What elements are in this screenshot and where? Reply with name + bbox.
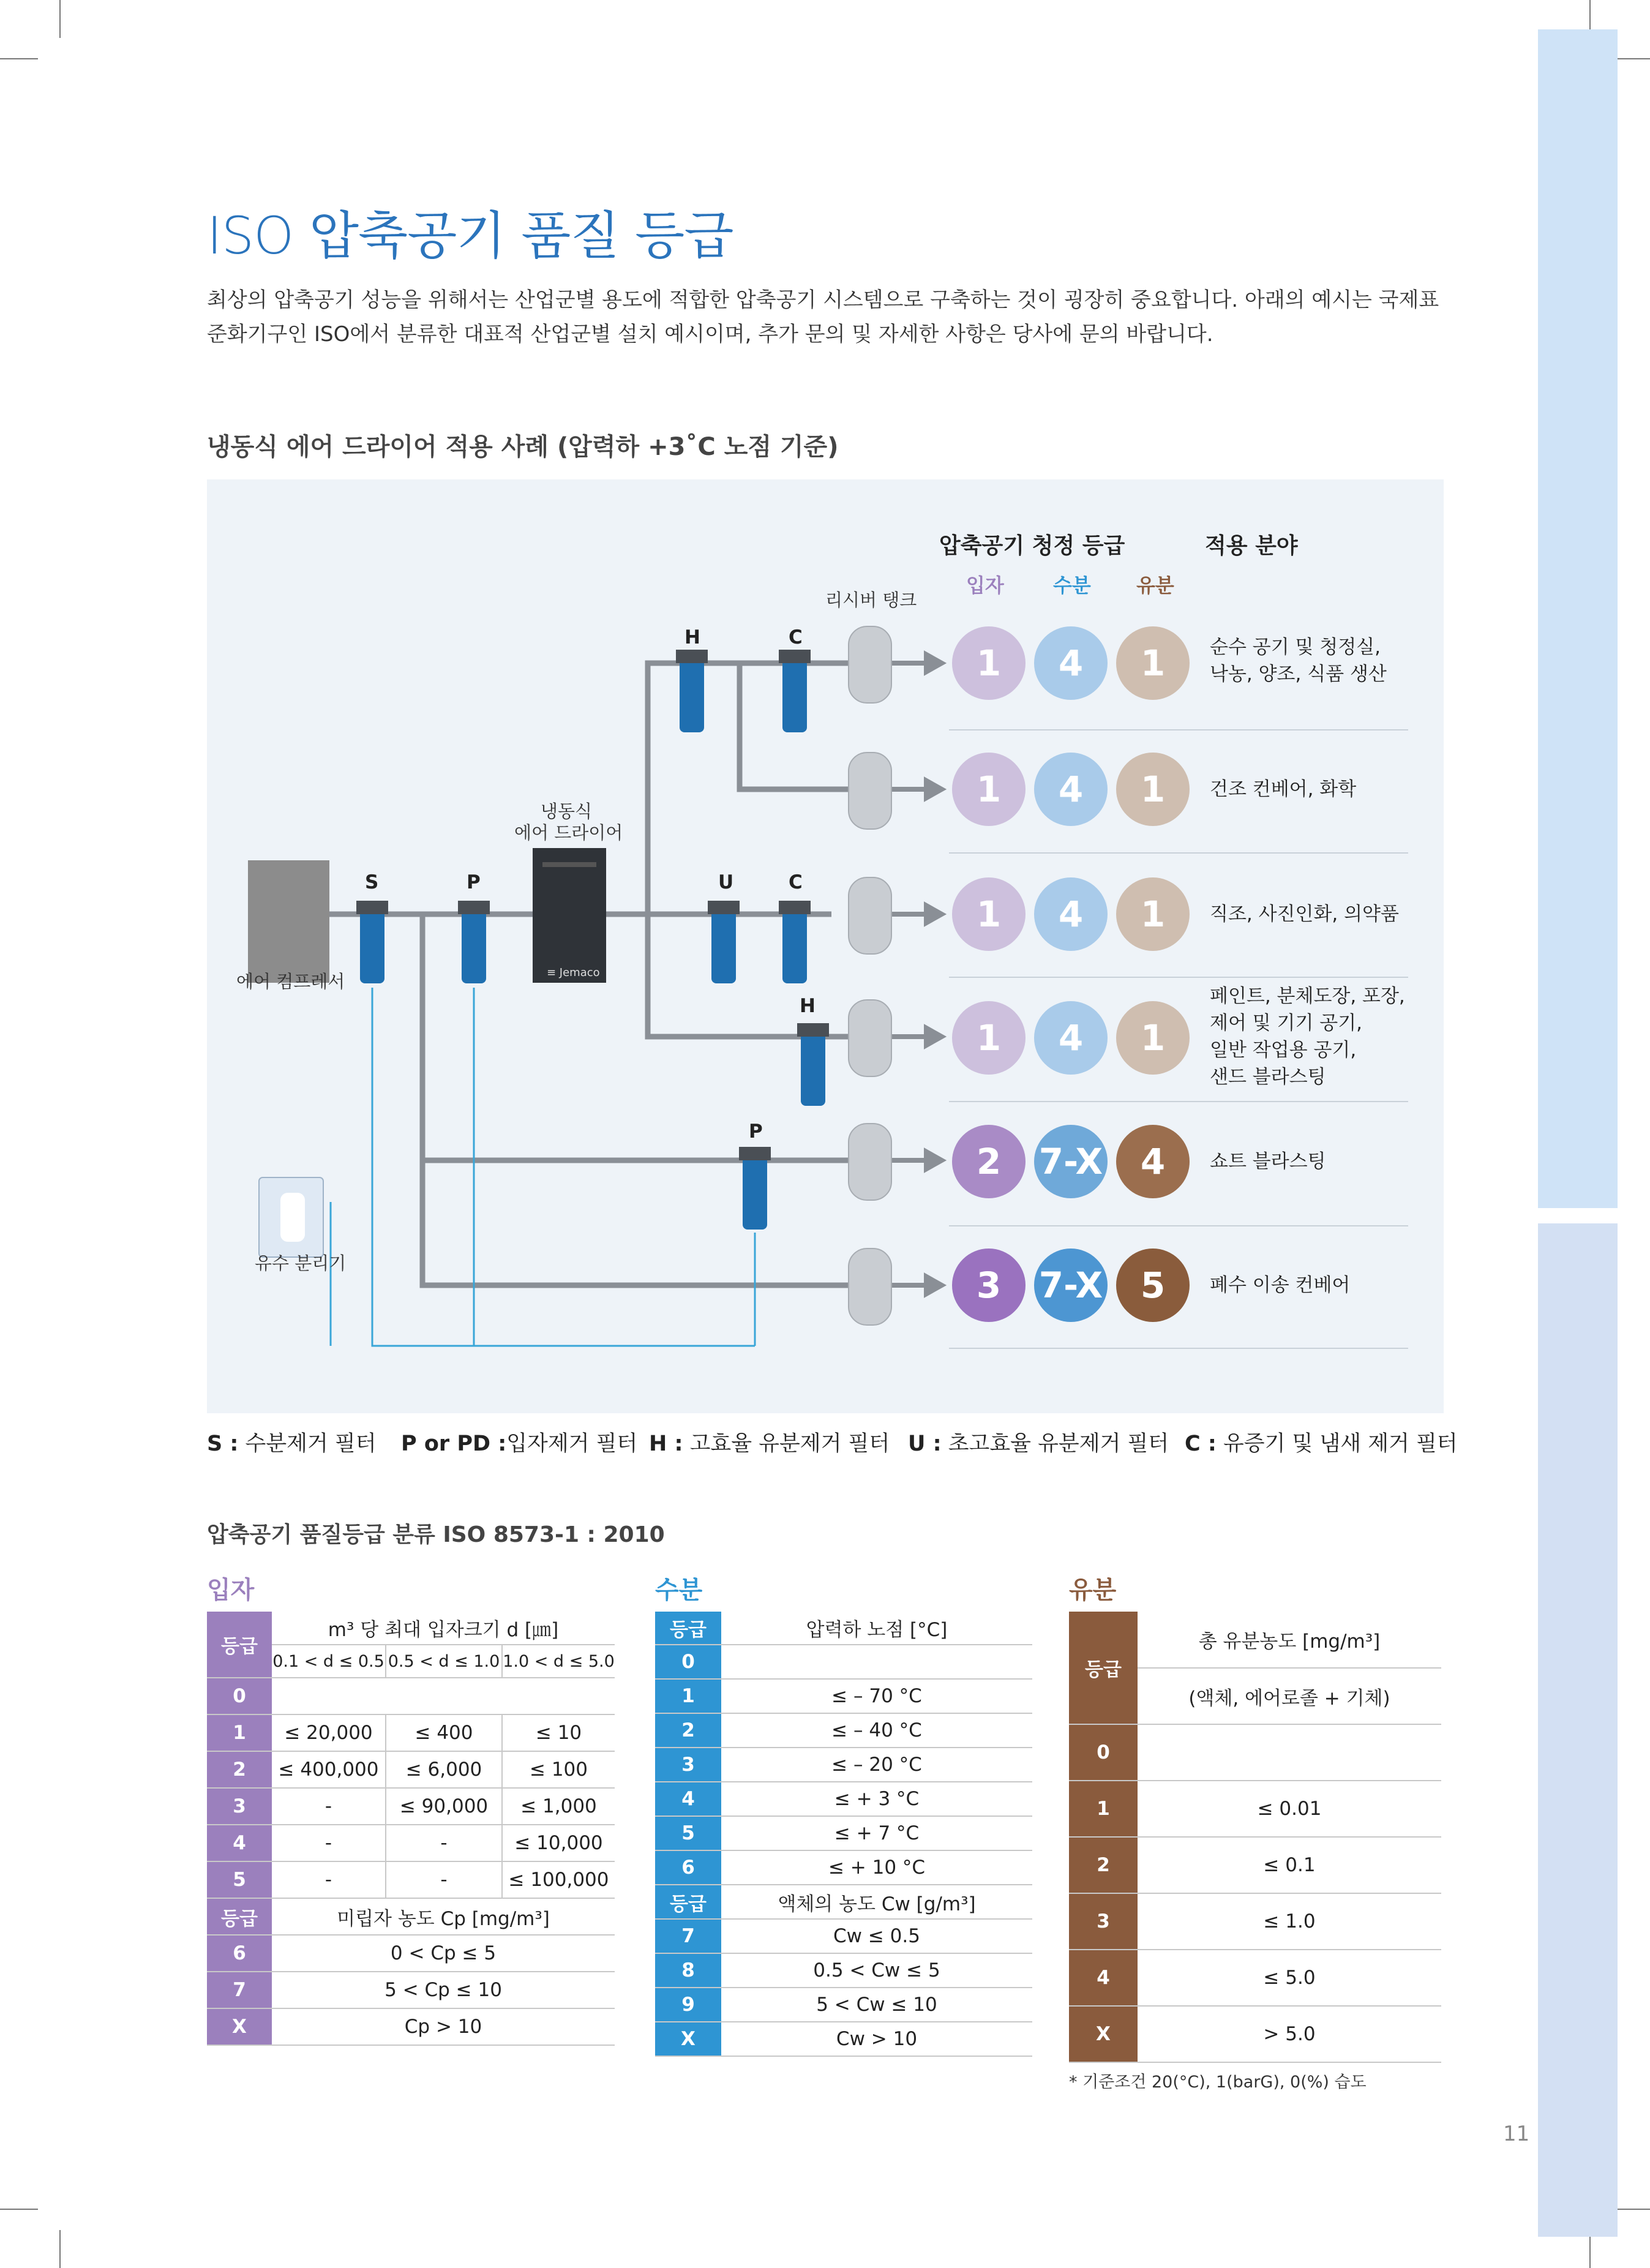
header-grade: 압축공기 청정 등급	[939, 533, 1125, 558]
grade-water: 7-X	[1034, 1125, 1108, 1198]
tank-arrows	[891, 655, 942, 1294]
grade-cell: 1	[655, 1679, 721, 1713]
application-text: 순수 공기 및 청정실, 낙농, 양조, 식품 생산	[1210, 636, 1387, 685]
grade-cell: 0	[655, 1645, 721, 1679]
legend-c: C : 유증기 및 냄새 제거 필터	[1185, 1432, 1458, 1456]
value-cell: ≤ 10	[502, 1714, 615, 1751]
dryer-unit	[533, 848, 606, 983]
filter-letter-p: P	[749, 1121, 763, 1143]
grade-cell: 4	[207, 1825, 272, 1861]
filter-letter-c: C	[789, 871, 803, 893]
value-cell	[272, 1678, 386, 1714]
value-cell: Cw ≤ 0.5	[721, 1919, 1032, 1953]
crop-mark	[0, 58, 38, 59]
oil-concentration-header: 총 유분농도 [mg/m³]	[1138, 1612, 1441, 1668]
value-cell: 5 < Cw ≤ 10	[721, 1988, 1032, 2022]
grade-water: 4	[1034, 1001, 1108, 1075]
dryer-label-1: 냉동식	[541, 801, 593, 822]
intro-paragraph: 최상의 압축공기 성능을 위해서는 산업군별 용도에 적합한 압축공기 시스템으로 구축하는 것이 굉장히 중요합니다. 아래의 예시는 국제표준화기구인 ISO에서 분류한 대표적 산업군별 설치 예시이며, 추가 문의 및 자세한 사항은 당사에 문의 바랍니다.	[207, 288, 1439, 347]
grade-cell: 7	[207, 1972, 272, 2008]
row-divider	[949, 852, 1408, 854]
header-field: 적용 분야	[1205, 533, 1298, 558]
grade-header: 등급	[655, 1612, 721, 1645]
value-cell: ≤ – 70 °C	[721, 1679, 1032, 1713]
application-text: 폐수 이송 컨베어	[1210, 1274, 1351, 1296]
grade-cell: 0	[1069, 1724, 1138, 1781]
value-cell: ≤ 6,000	[386, 1751, 502, 1788]
filter-letter-h: H	[684, 626, 700, 648]
value-cell: > 5.0	[1138, 2006, 1441, 2062]
grade-cell: 5	[655, 1816, 721, 1850]
value-cell	[502, 1678, 615, 1714]
value-cell	[721, 1645, 1032, 1679]
filter-p-low	[739, 1147, 771, 1230]
grade-cell: 0	[207, 1678, 272, 1714]
side-color-band	[1538, 1223, 1618, 2237]
grade-particle: 1	[952, 626, 1026, 700]
value-cell: ≤ – 20 °C	[721, 1748, 1032, 1782]
value-cell: ≤ + 10 °C	[721, 1850, 1032, 1885]
value-cell: ≤ 90,000	[386, 1788, 502, 1825]
filter-c-top	[779, 650, 811, 732]
size-range: 0.5 < d ≤ 1.0	[386, 1645, 502, 1678]
value-cell: -	[272, 1861, 386, 1898]
grade-water: 4	[1034, 626, 1108, 700]
crop-mark	[1612, 58, 1650, 59]
filter-u	[708, 901, 740, 983]
row-divider	[949, 977, 1408, 978]
value-cell: ≤ 100,000	[502, 1861, 615, 1898]
page-title: ISO 압축공기 품질 등급	[207, 206, 733, 266]
value-cell: 0.5 < Cw ≤ 5	[721, 1953, 1032, 1988]
water-table	[655, 1612, 1032, 2057]
dryer-label-2: 에어 드라이어	[514, 822, 623, 843]
oil-concentration-subheader: (액체, 에어로졸 + 기체)	[1138, 1668, 1441, 1724]
legend-u: U : 초고효율 유분제거 필터	[908, 1432, 1169, 1456]
page-number: 11	[1503, 2122, 1530, 2146]
grade-cell: X	[1069, 2006, 1138, 2062]
value-cell: ≤ 5.0	[1138, 1950, 1441, 2006]
value-cell: ≤ + 3 °C	[721, 1782, 1032, 1816]
grade-oil: 1	[1116, 626, 1190, 700]
grade-cell: 9	[655, 1988, 721, 2022]
grade-cell: 4	[1069, 1950, 1138, 2006]
crop-mark	[1612, 2209, 1650, 2210]
grade-cell: 5	[207, 1861, 272, 1898]
row-divider	[949, 729, 1408, 730]
grade-cell: 3	[207, 1788, 272, 1825]
value-cell: -	[386, 1825, 502, 1861]
value-cell: ≤ 0.1	[1138, 1837, 1441, 1893]
filter-letter-u: U	[718, 871, 734, 893]
value-cell: ≤ 10,000	[502, 1825, 615, 1861]
grade-water: 7-X	[1034, 1249, 1108, 1322]
value-cell: ≤ 400,000	[272, 1751, 386, 1788]
compressor-box	[248, 860, 329, 983]
filter-h-low	[797, 1023, 829, 1106]
filter-letter-p: P	[467, 871, 481, 893]
filter-c-mid	[779, 901, 811, 983]
size-range: 0.1 < d ≤ 0.5	[272, 1645, 386, 1678]
grade-particle: 1	[952, 877, 1026, 951]
value-cell: ≤ 100	[502, 1751, 615, 1788]
value-cell: ≤ + 7 °C	[721, 1816, 1032, 1850]
filter-h-top	[676, 650, 708, 732]
classification-title: 압축공기 품질등급 분류 ISO 8573-1 : 2010	[207, 1522, 665, 1547]
grade-cell: 6	[655, 1850, 721, 1885]
application-text: 건조 컨베어, 화학	[1210, 778, 1357, 800]
receiver-tanks	[849, 626, 891, 1325]
grade-header: 등급	[655, 1885, 721, 1919]
col-oil: 유분	[1136, 574, 1174, 597]
side-color-band	[1538, 29, 1618, 1208]
value-cell: Cp > 10	[272, 2008, 615, 2045]
particle-table	[207, 1612, 615, 2046]
value-cell: 0 < Cp ≤ 5	[272, 1935, 615, 1972]
grade-cell: X	[207, 2008, 272, 2045]
grade-cell: 2	[655, 1713, 721, 1748]
grade-oil: 1	[1116, 753, 1190, 826]
filter-letter-s: S	[365, 871, 379, 893]
grade-particle: 3	[952, 1249, 1026, 1322]
grade-particle: 1	[952, 1001, 1026, 1075]
value-cell	[1138, 1724, 1441, 1781]
grade-cell: 7	[655, 1919, 721, 1953]
grade-cell: 4	[655, 1782, 721, 1816]
grade-header: 등급	[1069, 1612, 1138, 1724]
system-diagram	[207, 479, 1444, 1413]
grade-cell: 1	[1069, 1781, 1138, 1837]
value-cell: ≤ 1.0	[1138, 1893, 1441, 1950]
grade-oil: 1	[1116, 1001, 1190, 1075]
concentration-header: 미립자 농도 Cp [mg/m³]	[272, 1898, 615, 1935]
grade-oil: 4	[1116, 1125, 1190, 1198]
application-text: 페인트, 분체도장, 포장, 제어 및 기기 공기, 일반 작업용 공기, 샌드 블라스팅	[1210, 985, 1405, 1088]
row-divider	[949, 1348, 1408, 1349]
water-table-title: 수분	[655, 1576, 703, 1604]
filter-letter-h: H	[800, 995, 816, 1017]
value-cell: ≤ – 40 °C	[721, 1713, 1032, 1748]
grade-particle: 2	[952, 1125, 1026, 1198]
oil-table	[1069, 1612, 1441, 2063]
drain-lines	[331, 988, 755, 1346]
value-cell: Cw > 10	[721, 2022, 1032, 2056]
size-range: 1.0 < d ≤ 5.0	[502, 1645, 615, 1678]
col-water: 수분	[1053, 574, 1091, 597]
dryer-brand: ≡ Jemaco	[547, 966, 600, 979]
grade-cell: 3	[1069, 1893, 1138, 1950]
compressor-label: 에어 컴프레서	[236, 971, 345, 992]
value-cell: 5 < Cp ≤ 10	[272, 1972, 615, 2008]
grade-cell: 8	[655, 1953, 721, 1988]
legend-p: P or PD :입자제거 필터	[401, 1432, 638, 1456]
application-text: 직조, 사진인화, 의약품	[1210, 903, 1399, 925]
value-cell: ≤ 0.01	[1138, 1781, 1441, 1837]
col-particle: 입자	[966, 574, 1004, 597]
filter-letter-c: C	[789, 626, 803, 648]
row-divider	[949, 1225, 1408, 1226]
oil-table-title: 유분	[1069, 1576, 1117, 1604]
separator-label: 유수 분리기	[255, 1253, 347, 1274]
grade-header: 등급	[207, 1898, 272, 1935]
filter-s	[356, 901, 388, 983]
grade-water: 4	[1034, 753, 1108, 826]
receiver-tank-label: 리시버 탱크	[825, 590, 917, 610]
particle-size-header: m³ 당 최대 입자크기 d [㎛]	[272, 1612, 615, 1645]
value-cell	[386, 1678, 502, 1714]
value-cell: ≤ 20,000	[272, 1714, 386, 1751]
dew-point-header: 압력하 노점 [°C]	[721, 1612, 1032, 1645]
value-cell: -	[272, 1825, 386, 1861]
value-cell: ≤ 400	[386, 1714, 502, 1751]
footnote: * 기준조건 20(°C), 1(barG), 0(%) 습도	[1069, 2073, 1367, 2092]
grade-cell: 2	[207, 1751, 272, 1788]
application-text: 쇼트 블라스팅	[1210, 1151, 1326, 1173]
liquid-concentration-header: 액체의 농도 Cw [g/m³]	[721, 1885, 1032, 1919]
crop-mark	[59, 0, 61, 38]
grade-oil: 5	[1116, 1249, 1190, 1322]
grade-header: 등급	[207, 1612, 272, 1678]
value-cell: -	[272, 1788, 386, 1825]
legend-h: H : 고효율 유분제거 필터	[649, 1432, 890, 1456]
filter-p	[458, 901, 490, 983]
grade-cell: 6	[207, 1935, 272, 1972]
grade-water: 4	[1034, 877, 1108, 951]
value-cell: ≤ 1,000	[502, 1788, 615, 1825]
diagram-section-title: 냉동식 에어 드라이어 적용 사례 (압력하 +3˚C 노점 기준)	[207, 433, 839, 461]
legend-s: S : 수분제거 필터	[207, 1432, 377, 1456]
crop-mark	[59, 2230, 61, 2268]
grade-particle: 1	[952, 753, 1026, 826]
grade-cell: 3	[655, 1748, 721, 1782]
separator-unit	[259, 1177, 323, 1257]
crop-mark	[0, 2209, 38, 2210]
row-divider	[949, 1101, 1408, 1102]
grade-cell: 2	[1069, 1837, 1138, 1893]
grade-cell: X	[655, 2022, 721, 2056]
grade-cell: 1	[207, 1714, 272, 1751]
value-cell: -	[386, 1861, 502, 1898]
grade-oil: 1	[1116, 877, 1190, 951]
particle-table-title: 입자	[207, 1576, 255, 1604]
